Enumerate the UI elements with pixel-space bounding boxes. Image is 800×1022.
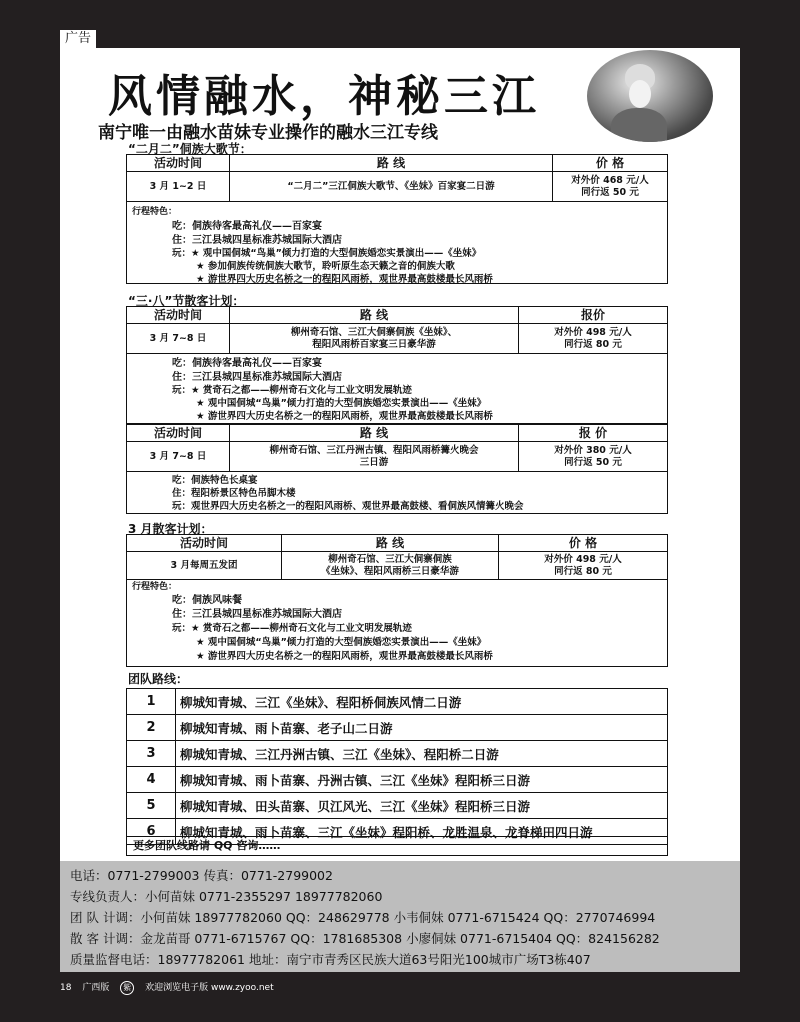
route-number: 1 <box>127 689 176 715</box>
stay-line: 住：三江县城四星标准苏城国际大酒店 <box>172 609 342 620</box>
eat-line: 吃：侗族特色长桌宴 <box>172 475 258 486</box>
price-rebate: 同行返 80 元 <box>554 565 612 577</box>
route-number: 6 <box>127 819 176 845</box>
star-line: ★ 观中国侗城“鸟巢”倾力打造的大型侗族婚恋实景演出——《坐妹》 <box>196 398 487 409</box>
page-subtitle: 南宁唯一由融水苗妹专业操作的融水三江专线 <box>98 123 438 143</box>
route-cell <box>230 442 519 472</box>
date-cell: 3 月每周五发团 <box>127 552 282 580</box>
route-line: 三日游 <box>359 456 389 468</box>
ad-page <box>60 48 740 972</box>
team-heading: 团队路线： <box>128 672 189 686</box>
price-rebate: 同行返 50 元 <box>581 186 639 198</box>
price-external: 对外价 498 元/人 <box>554 326 632 338</box>
eat-line: 吃：侗族风味餐 <box>172 595 242 606</box>
feature-label: 行程特色： <box>132 207 178 217</box>
face-shape <box>629 80 651 108</box>
route-number: 2 <box>127 715 176 741</box>
site-url[interactable]: 欢迎浏览电子版 www.zyoo.net <box>145 983 274 993</box>
page-title: 风情融水，神秘三江 <box>108 71 540 122</box>
col-route: 路 线 <box>230 425 519 442</box>
col-price: 报价 <box>519 307 668 324</box>
col-price: 价 格 <box>499 535 668 552</box>
route-line: 柳州奇石馆、三江大侗寨侗族 <box>328 553 452 565</box>
col-time: 活动时间 <box>127 155 230 172</box>
route-cell <box>230 324 519 354</box>
star-line: ★ 观中国侗城“鸟巢”倾力打造的大型侗族婚恋实景演出——《坐妹》 <box>196 637 487 648</box>
stay-line: 住：三江县城四星标准苏城国际大酒店 <box>172 372 342 383</box>
route-cell <box>282 552 499 580</box>
phone-fax-line: 电话：0771-2799003 传真：0771-2799002 <box>70 868 333 883</box>
miao-girl-photo <box>587 50 713 142</box>
individual-planner-line: 散 客 计调：金龙苗哥 0771-6715767 QQ：1781685308 小廖侗妹 0771-6715404 QQ：824156282 <box>70 931 660 946</box>
price-cell <box>553 172 668 202</box>
price-cell <box>519 324 668 354</box>
team-route-row <box>127 689 668 715</box>
manager-line: 专线负责人：小何苗妹 0771-2355297 18977782060 <box>70 889 383 904</box>
route-line: 柳州奇石馆、三江丹洲古镇、程阳风雨桥篝火晚会 <box>269 444 479 456</box>
section2-table-b <box>126 424 668 472</box>
section3-table <box>126 534 668 580</box>
team-routes-table <box>126 688 668 845</box>
route-text: 柳城知青城、三江丹洲古镇、三江《坐妹》、程阳桥二日游 <box>176 741 668 767</box>
ad-tag: 广告 <box>60 30 96 48</box>
price-cell <box>519 442 668 472</box>
section2-table-a <box>126 306 668 354</box>
star-line: ★ 游世界四大历史名桥之一的程阳风雨桥，观世界最高鼓楼最长风雨桥 <box>196 274 493 285</box>
star-line: ★ 游世界四大历史名桥之一的程阳风雨桥，观世界最高鼓楼最长风雨桥 <box>196 411 493 422</box>
route-cell: “二月二”三江侗族大歌节、《坐妹》百家宴二日游 <box>230 172 553 202</box>
col-price: 价 格 <box>553 155 668 172</box>
brand-logo-icon: 紫 <box>120 981 134 995</box>
route-text: 柳城知青城、雨卜苗寨、三江《坐妹》程阳桥、龙胜温泉、龙脊梯田四日游 <box>176 819 668 845</box>
route-line: 程阳风雨桥百家宴三日豪华游 <box>312 338 436 350</box>
feature-label: 行程特色： <box>132 582 178 592</box>
play-line: 玩：★ 赏奇石之都——柳州奇石文化与工业文明发展轨迹 <box>172 623 412 634</box>
col-time: 活动时间 <box>127 425 230 442</box>
team-route-row <box>127 741 668 767</box>
route-text: 柳城知青城、雨卜苗寨、丹洲古镇、三江《坐妹》程阳桥三日游 <box>176 767 668 793</box>
eat-line: 吃：侗族待客最高礼仪——百家宴 <box>172 221 322 232</box>
route-text: 柳城知青城、三江《坐妹》、程阳桥侗族风情二日游 <box>176 689 668 715</box>
col-route: 路 线 <box>230 155 553 172</box>
team-planner-line: 团 队 计调：小何苗妹 18977782060 QQ：248629778 小韦侗妹 0771-6715424 QQ：2770746994 <box>70 910 656 925</box>
page-number: 18 <box>60 983 72 993</box>
price-external: 对外价 468 元/人 <box>571 174 649 186</box>
stay-line: 住：三江县城四星标准苏城国际大酒店 <box>172 235 342 246</box>
col-time: 活动时间 <box>127 307 230 324</box>
more-routes-qq: 更多团队线路请 QQ 咨询…… <box>126 836 668 856</box>
date-cell: 3 月 7~8 日 <box>127 324 230 354</box>
contact-block <box>60 861 740 972</box>
costume-shape <box>611 108 667 142</box>
date-cell: 3 月 1~2 日 <box>127 172 230 202</box>
play-line: 玩：★ 观中国侗城“鸟巢”倾力打造的大型侗族婚恋实景演出——《坐妹》 <box>172 248 482 259</box>
price-rebate: 同行返 50 元 <box>564 456 622 468</box>
section3-heading: 3 月散客计划： <box>128 522 213 536</box>
col-route: 路 线 <box>230 307 519 324</box>
price-external: 对外价 380 元/人 <box>554 444 632 456</box>
section1-table <box>126 154 668 202</box>
price-cell <box>499 552 668 580</box>
route-number: 3 <box>127 741 176 767</box>
eat-line: 吃：侗族待客最高礼仪——百家宴 <box>172 358 322 369</box>
team-route-row <box>127 715 668 741</box>
team-route-row <box>127 793 668 819</box>
price-external: 对外价 498 元/人 <box>544 553 622 565</box>
col-price: 报 价 <box>519 425 668 442</box>
route-number: 4 <box>127 767 176 793</box>
route-number: 5 <box>127 793 176 819</box>
date-cell: 3 月 7~8 日 <box>127 442 230 472</box>
play-line: 玩：★ 赏奇石之都——柳州奇石文化与工业文明发展轨迹 <box>172 385 412 396</box>
price-rebate: 同行返 80 元 <box>564 338 622 350</box>
play-line: 玩：观世界四大历史名桥之一的程阳风雨桥、观世界最高鼓楼、看侗族风情篝火晚会 <box>172 501 524 512</box>
section2-heading: “三·八”节散客计划： <box>128 294 245 308</box>
route-text: 柳城知青城、雨卜苗寨、老子山二日游 <box>176 715 668 741</box>
route-line: 柳州奇石馆、三江大侗寨侗族《坐妹》、 <box>290 326 458 338</box>
col-time: 活动时间 <box>127 535 282 552</box>
route-line: 《坐妹》、程阳风雨桥三日豪华游 <box>321 565 459 577</box>
team-route-row <box>127 767 668 793</box>
star-line: ★ 参加侗族传统侗族大歌节，聆听原生态天籁之音的侗族大歌 <box>196 261 455 272</box>
edition-label: 广西版 <box>82 983 110 993</box>
star-line: ★ 游世界四大历史名桥之一的程阳风雨桥，观世界最高鼓楼最长风雨桥 <box>196 651 493 662</box>
route-text: 柳城知青城、田头苗寨、贝江风光、三江《坐妹》程阳桥三日游 <box>176 793 668 819</box>
section1-heading: “二月二”侗族大歌节： <box>128 142 252 156</box>
page-footer <box>60 980 282 995</box>
col-route: 路 线 <box>282 535 499 552</box>
quality-address-line: 质量监督电话：18977782061 地址：南宁市青秀区民族大道63号阳光100城市广场T3栋407 <box>70 952 591 967</box>
stay-line: 住：程阳桥景区特色吊脚木楼 <box>172 488 296 499</box>
